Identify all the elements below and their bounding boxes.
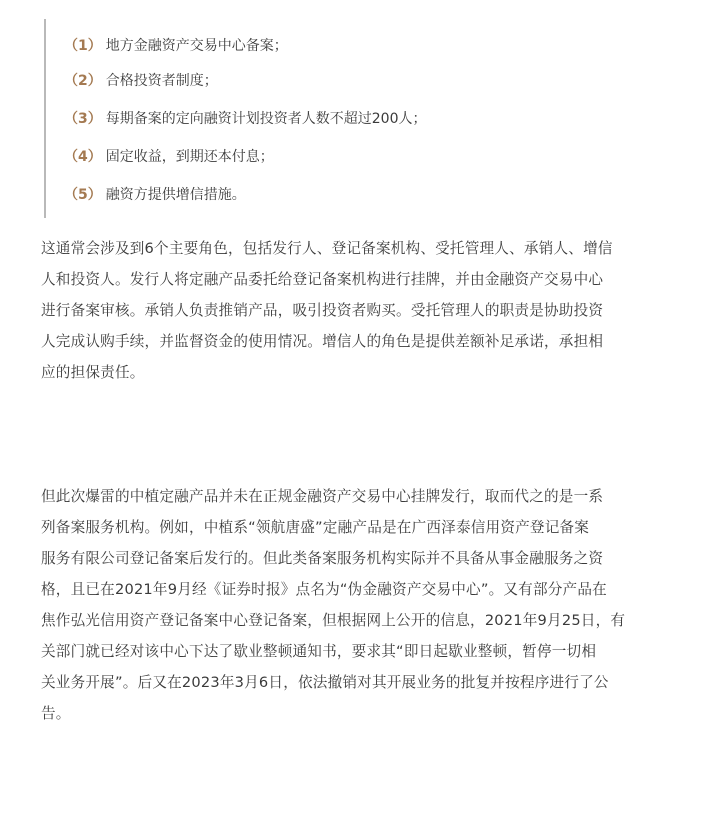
list-item-number: （2） [64, 73, 102, 89]
paragraph-line: 告。 [41, 705, 71, 722]
list-item-number: （5） [64, 187, 102, 203]
paragraph-line: 列备案服务机构。例如，中植系“领航唐盛”定融产品是在广西泽泰信用资产登记备案 [41, 519, 590, 536]
paragraph-line: 人完成认购手续，并监督资金的使用情况。增信人的角色是提供差额补足承诺，承担相 [41, 333, 604, 350]
list-item-text: 融资方提供增信措施。 [105, 187, 246, 203]
list-item-text: 每期备案的定向融资计划投资者人数不超过200人； [105, 111, 427, 127]
paragraph-line: 但此次爆雷的中植定融产品并未在正规金融资产交易中心挂牌发行，取而代之的是一系 [41, 488, 604, 505]
paragraph-line: 格，且已在2021年9月经《证券时报》点名为“伪金融资产交易中心”。又有部分产品在 [41, 581, 607, 598]
list-item [64, 180, 246, 210]
paragraph-zhongzhi [41, 481, 691, 729]
list-item-text: 地方金融资产交易中心备案； [105, 38, 288, 54]
list-item-number: （4） [64, 149, 102, 165]
list-item-text: 合格投资者制度； [105, 73, 218, 89]
list-item [64, 31, 288, 61]
list-item [64, 142, 274, 172]
paragraph-line: 关业务开展”。后又在2023年3月6日，依法撤销对其开展业务的批复并按程序进行了公 [41, 674, 609, 691]
paragraph-line: 服务有限公司登记备案后发行的。但此类备案服务机构实际并不具备从事金融服务之资 [41, 550, 604, 567]
paragraph-line: 关部门就已经对该中心下达了歇业整顿通知书，要求其“即日起歇业整顿，暂停一切相 [41, 643, 597, 660]
paragraph-line: 进行备案审核。承销人负责推销产品，吸引投资者购买。受托管理人的职责是协助投资 [41, 302, 604, 319]
list-item [64, 104, 426, 134]
list-item-number: （3） [64, 111, 102, 127]
requirements-quote-block [44, 19, 686, 218]
list-item-number: （1） [64, 38, 102, 54]
list-item [64, 66, 218, 96]
list-item-text: 固定收益，到期还本付息； [105, 149, 274, 165]
paragraph-line: 焦作弘光信用资产登记备案中心登记备案，但根据网上公开的信息，2021年9月25日，有 [41, 612, 626, 629]
paragraph-line: 这通常会涉及到6个主要角色，包括发行人、登记备案机构、受托管理人、承销人、增信 [41, 240, 613, 257]
paragraph-roles [41, 233, 691, 388]
paragraph-line: 应的担保责任。 [41, 364, 145, 381]
paragraph-line: 人和投资人。发行人将定融产品委托给登记备案机构进行挂牌，并由金融资产交易中心 [41, 271, 604, 288]
